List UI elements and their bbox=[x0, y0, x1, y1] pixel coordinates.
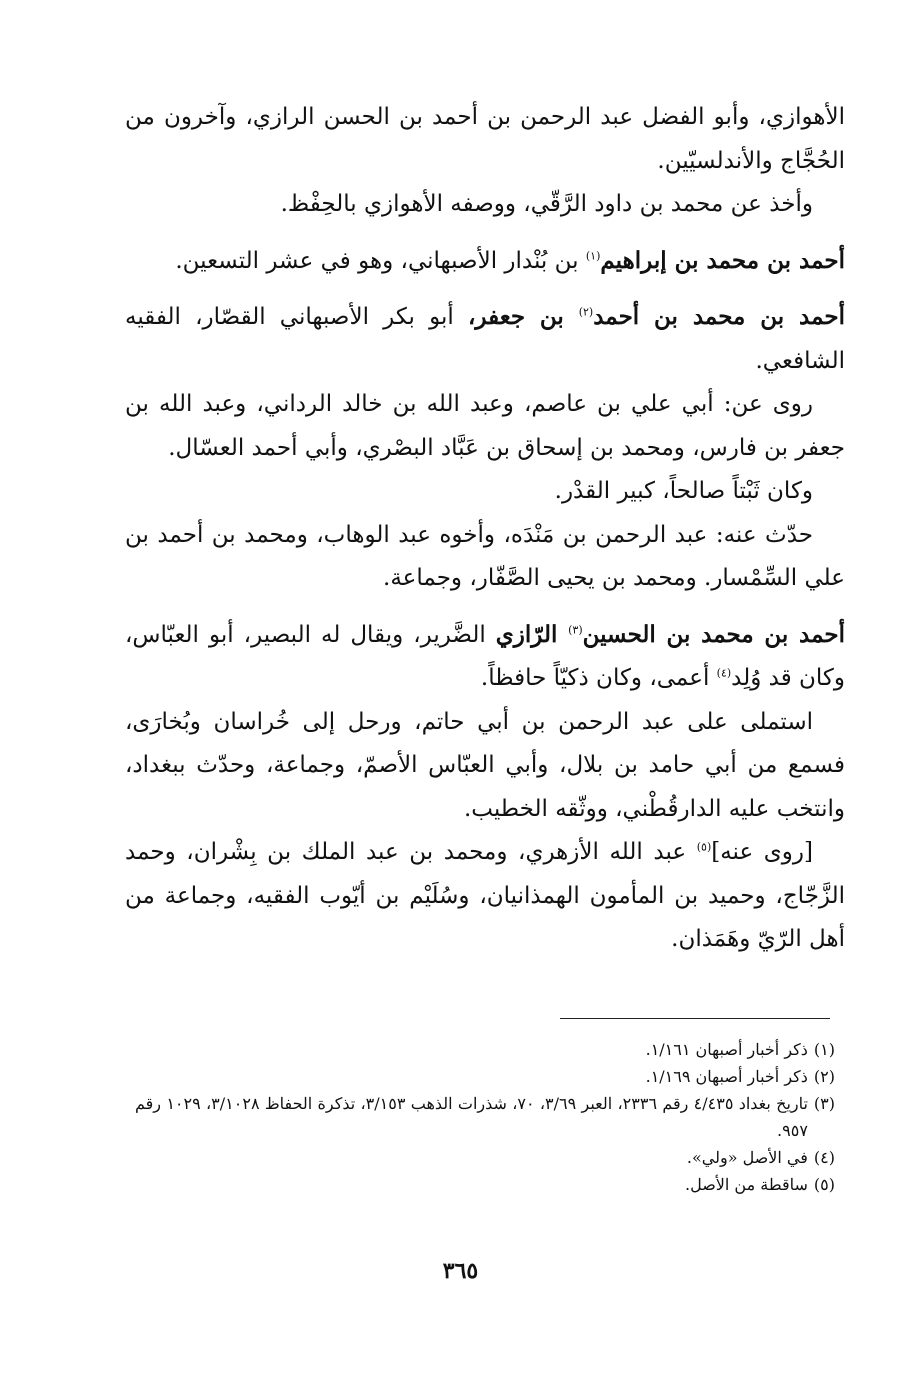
entry-ahmad-ibn-ibrahim bbox=[125, 239, 845, 284]
entry-heading-cont: الرّازي bbox=[495, 620, 569, 648]
entry-text: أعمى، وكان ذكيّاً حافظاً. bbox=[480, 665, 717, 691]
footnote-ref: (٤) bbox=[716, 666, 732, 680]
footnote-ref: (٥) bbox=[696, 840, 712, 854]
footnote-number: (٤) bbox=[813, 1148, 835, 1167]
entry-text: الضَّرير، ويقال له البصير، أبو العبّاس، وكان قد وُلِد bbox=[125, 621, 845, 691]
entry-heading: أحمد بن محمد بن أحمد bbox=[593, 303, 845, 330]
footnote-number: (١) bbox=[813, 1040, 835, 1059]
footnote bbox=[135, 1063, 835, 1090]
entry-heading-cont: بن جعفر، bbox=[467, 303, 579, 330]
entry-text: بن بُنْدار الأصبهاني، وهو في عشر التسعين. bbox=[175, 247, 586, 274]
entry-ahmad-al-razi bbox=[125, 613, 845, 701]
paragraph: وأخذ عن محمد بن داود الرَّقّي، ووصفه الأهوازي بالحِفْظ. bbox=[280, 191, 813, 217]
paragraph-text: عبد الله الأزهري، ومحمد بن عبد الملك بن بِشْران، وحمد الزَّجّاج، وحميد بن المأمون الهمذانيان، وسُلَيْم بن أيّوب الفقيه، وجماعة من أهل الرّيّ وهَمَذان. bbox=[125, 839, 845, 952]
footnote-text: ذكر أخبار أصبهان ١/١٦٩. bbox=[645, 1067, 808, 1086]
footnote-ref: (٢) bbox=[578, 305, 594, 319]
footnote-divider bbox=[560, 1018, 830, 1019]
footnote bbox=[135, 1171, 835, 1198]
footnote-ref: (٣) bbox=[568, 622, 583, 636]
bracket-text: [روى عنه] bbox=[711, 839, 813, 865]
paragraph: الأهوازي، وأبو الفضل عبد الرحمن بن أحمد بن الحسن الرازي، وآخرون من الحُجَّاج والأندلسيّين. bbox=[125, 104, 845, 174]
entry-ahmad-ibn-ahmad bbox=[125, 295, 845, 383]
footnote-text: ساقطة من الأصل. bbox=[684, 1175, 808, 1194]
paragraph bbox=[125, 831, 845, 962]
footnote-number: (٥) bbox=[813, 1175, 835, 1194]
entry-heading: أحمد بن محمد بن إبراهيم bbox=[600, 246, 845, 274]
footnotes bbox=[135, 1036, 835, 1198]
footnote bbox=[135, 1144, 835, 1171]
page-number: ٣٦٥ bbox=[442, 1258, 479, 1284]
footnote bbox=[135, 1036, 835, 1063]
footnote-number: (٢) bbox=[813, 1067, 835, 1086]
footnote-text: ذكر أخبار أصبهان ١/١٦١. bbox=[645, 1040, 808, 1059]
paragraph: وكان ثَبْتاً صالحاً، كبير القدْر. bbox=[554, 478, 813, 504]
footnote-number: (٣) bbox=[813, 1094, 835, 1113]
paragraph: روى عن: أبي علي بن عاصم، وعبد الله بن خالد الرداني، وعبد الله بن جعفر بن فارس، ومحمد بن إسحاق بن عَبَّاد البصْري، وأبي أحمد العسّال. bbox=[125, 391, 845, 461]
footnote bbox=[135, 1090, 835, 1144]
footnote-text: في الأصل «ولي». bbox=[686, 1148, 808, 1167]
paragraph: استملى على عبد الرحمن بن أبي حاتم، ورحل إلى خُراسان وبُخارَى، فسمع من أبي حامد بن بلال، وأبي العبّاس الأصمّ، وجماعة، وحدّث ببغداد، وانتخب عليه الدارقُطْني، ووثّقه الخطيب. bbox=[125, 708, 845, 822]
main-text bbox=[125, 96, 845, 962]
footnote-ref: (١) bbox=[585, 248, 601, 262]
entry-text: أبو بكر الأصبهاني القصّار، الفقيه الشافعي. bbox=[125, 304, 845, 374]
footnote-text: تاريخ بغداد ٤/٤٣٥ رقم ٢٣٣٦، العبر ٣/٦٩، ٧٠، شذرات الذهب ٣/١٥٣، تذكرة الحفاظ ٣/١٠٢٨، ١٠٢٩ رقم ٩٥٧. bbox=[135, 1094, 808, 1140]
entry-heading: أحمد بن محمد بن الحسين bbox=[582, 620, 845, 648]
paragraph: حدّث عنه: عبد الرحمن بن مَنْدَه، وأخوه عبد الوهاب، ومحمد بن أحمد بن علي السِّمْسار. ومحمد بن يحيى الصَّفّار، وجماعة. bbox=[125, 521, 845, 591]
